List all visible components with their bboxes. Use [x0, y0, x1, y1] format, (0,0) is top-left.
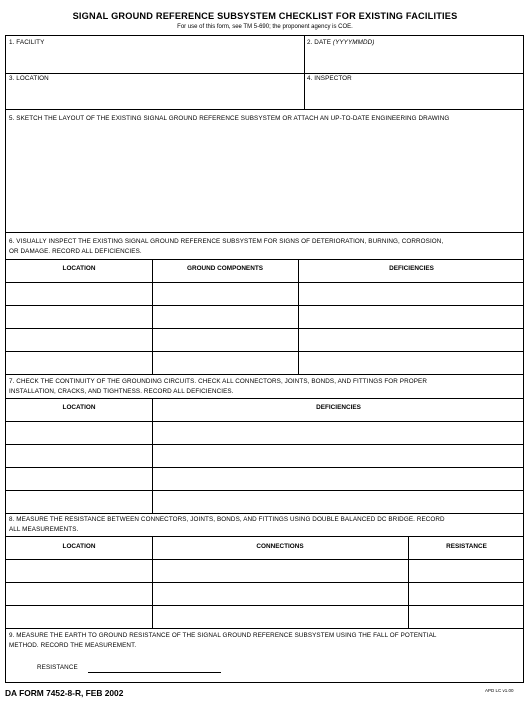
form-version: APD LC v1.00	[485, 688, 514, 693]
table6-col-divider-1	[152, 259, 153, 374]
table6-bottom	[6, 374, 523, 375]
section-8-label-line2: ALL MEASUREMENTS.	[9, 526, 79, 533]
header-bottom-divider	[6, 109, 523, 110]
date-field[interactable]	[307, 38, 374, 48]
table7-row[interactable]	[6, 444, 523, 445]
table6-header-ground-components: GROUND COMPONENTS	[187, 265, 263, 272]
table8-row[interactable]	[6, 605, 523, 606]
table8-bottom	[6, 628, 523, 629]
table8-top	[6, 536, 523, 537]
table6-top	[6, 259, 523, 260]
table7-row[interactable]	[6, 421, 523, 422]
field-row-divider	[6, 73, 523, 74]
checklist-form	[5, 35, 524, 683]
table8-header-resistance: RESISTANCE	[446, 543, 487, 550]
table6-row[interactable]	[6, 328, 523, 329]
table7-header-deficiencies: DEFICIENCIES	[316, 404, 361, 411]
resistance-label: RESISTANCE	[37, 664, 78, 671]
inspector-field[interactable]: 4. INSPECTOR	[307, 75, 352, 82]
section-9-label-line2: METHOD. RECORD THE MEASUREMENT.	[9, 642, 137, 649]
facility-field[interactable]: 1. FACILITY	[9, 39, 45, 46]
form-number: DA FORM 7452-8-R, FEB 2002	[5, 688, 124, 698]
table8-row[interactable]	[6, 582, 523, 583]
section-5-label: 5. SKETCH THE LAYOUT OF THE EXISTING SIGNAL GROUND REFERENCE SUBSYSTEM OR ATTACH AN UP-TO-DATE ENGINEERING DRAWING	[9, 115, 450, 122]
section-6-label-line1: 6. VISUALLY INSPECT THE EXISTING SIGNAL GROUND REFERENCE SUBSYSTEM FOR SIGNS OF DETERIORATION, BURNING, CORROSION,	[9, 238, 444, 245]
table6-col-divider-2	[298, 259, 299, 374]
table7-row[interactable]	[6, 467, 523, 468]
table6-row[interactable]	[6, 351, 523, 352]
resistance-input[interactable]	[88, 672, 221, 673]
table6-header-location: LOCATION	[62, 265, 96, 272]
table7-col-divider	[152, 398, 153, 513]
table8-header-location: LOCATION	[62, 543, 96, 550]
date-format: (YYYYMMDD)	[332, 39, 375, 46]
table6-row[interactable]	[6, 305, 523, 306]
section-8-label-line1: 8. MEASURE THE RESISTANCE BETWEEN CONNECTORS, JOINTS, BONDS, AND FITTINGS USING DOUBLE BALANCED DC BRIDGE. RECORD	[9, 516, 445, 523]
section-9-label-line1: 9. MEASURE THE EARTH TO GROUND RESISTANCE OF THE SIGNAL GROUND REFERENCE SUBSYSTEM USING THE FALL OF POTENTIAL	[9, 632, 437, 639]
section-7-label-line2: INSTALLATION, CRACKS, AND TIGHTNESS. RECORD ALL DEFICIENCIES.	[9, 388, 234, 395]
table6-header-deficiencies: DEFICIENCIES	[389, 265, 434, 272]
table8-header-connections: CONNECTIONS	[256, 543, 304, 550]
form-subtitle: For use of this form, see TM 5-690; the proponent agency is COE.	[177, 24, 353, 30]
table7-bottom	[6, 513, 523, 514]
section-7-label-line1: 7. CHECK THE CONTINUITY OF THE GROUNDING CIRCUITS. CHECK ALL CONNECTORS, JOINTS, BONDS, AND FITTINGS FOR PROPER	[9, 378, 427, 385]
table7-row[interactable]	[6, 490, 523, 491]
table7-top	[6, 398, 523, 399]
date-label: 2. DATE	[307, 39, 332, 46]
table6-row[interactable]	[6, 282, 523, 283]
table7-header-location: LOCATION	[62, 404, 96, 411]
section-5-bottom	[6, 232, 523, 233]
location-field[interactable]: 3. LOCATION	[9, 75, 49, 82]
section-6-label-line2: OR DAMAGE. RECORD ALL DEFICIENCIES.	[9, 248, 142, 255]
table8-row[interactable]	[6, 559, 523, 560]
form-title: SIGNAL GROUND REFERENCE SUBSYSTEM CHECKLIST FOR EXISTING FACILITIES	[72, 11, 458, 21]
